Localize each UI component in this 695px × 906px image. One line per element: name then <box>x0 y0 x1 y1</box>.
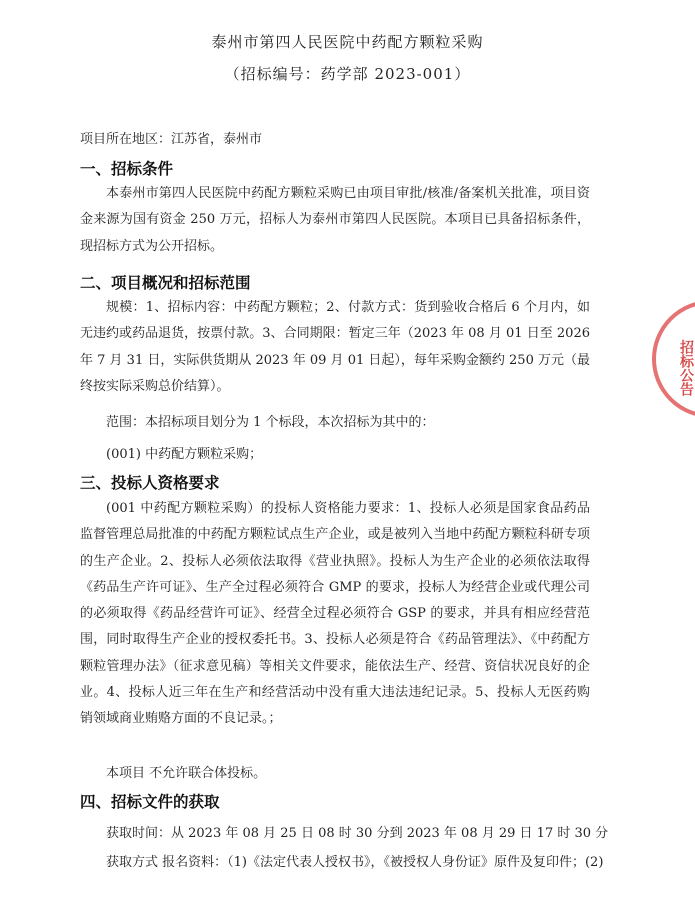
section-1-body: 本泰州市第四人民医院中药配方颗粒采购已由项目审批/核准/备案机关批准，项目资金来源为国有资金 250 万元，招标人为泰州市第四人民医院。本项目已具备招标条件，现招标方式为公开招标。 <box>80 186 590 254</box>
stamp-text: 招标公告 <box>678 340 694 396</box>
project-region: 项目所在地区：江苏省，泰州市 <box>80 132 263 147</box>
tender-number: （招标编号：药学部 2023-001） <box>224 65 471 83</box>
section-2-scope: 范围：本招标项目划分为 1 个标段，本次招标为其中的： <box>106 415 435 430</box>
document-title: 泰州市第四人民医院中药配方颗粒采购 <box>211 33 484 51</box>
section-4-method: 获取方式 报名资料：（1)《法定代表人授权书》，《被授权人身份证》原件及复印件；(2) <box>106 855 604 870</box>
section-3-consortium: 本项目 不允许联合体投标。 <box>106 766 267 781</box>
section-4-time: 获取时间：从 2023 年 08 月 25 日 08 时 30 分到 2023 年 08 月 29 日 17 时 30 分 <box>106 826 609 841</box>
section-2-lot: (001) 中药配方颗粒采购； <box>106 447 263 462</box>
section-2-heading: 二、项目概况和招标范围 <box>80 274 251 292</box>
section-3-heading: 三、投标人资格要求 <box>80 474 220 492</box>
section-3-body: (001 中药配方颗粒采购）的投标人资格能力要求：1、投标人必须是国家食品药品监督管理总局批准的中药配方颗粒试点生产企业，或是被列入当地中药配方颗粒科研专项的生产企业。2、投标人必须依法取得《营业执照》。投标人为生产企业的必须依法取得《药品生产许可证》、生产全过程必须符合 GMP 的要求，投标人为经营企业或代理公司的必须取得《药品经营许可证》、经营全过程必须符合 GSP 的要求，并具有相应经营范围，同时取得生产企业的授权委托书。3、投标人必须是符合《药品管理法》、《中药配方颗粒管理办法》（征求意见稿）等相关文件要求，能依法生产、经营、资信状况良好的企业。4、投标人近三年在生产和经营活动中没有重大违法违纪记录。5、投标人无医药购销领域商业贿赂方面的不良记录。； <box>80 501 590 727</box>
section-2-body: 规模：1、招标内容：中药配方颗粒；2、付款方式：货到验收合格后 6 个月内，如无违约或药品退货，按票付款。3、合同期限：暂定三年（2023 年 08 月 01 日至 2026 年 7 月 31 日，实际供货期从 2023 年 09 月 01 日起），每年采购金额约 250 万元（最终按实际采购总价结算）。 <box>80 300 591 394</box>
section-4-heading: 四、招标文件的获取 <box>80 793 220 811</box>
section-1-heading: 一、招标条件 <box>80 160 174 178</box>
